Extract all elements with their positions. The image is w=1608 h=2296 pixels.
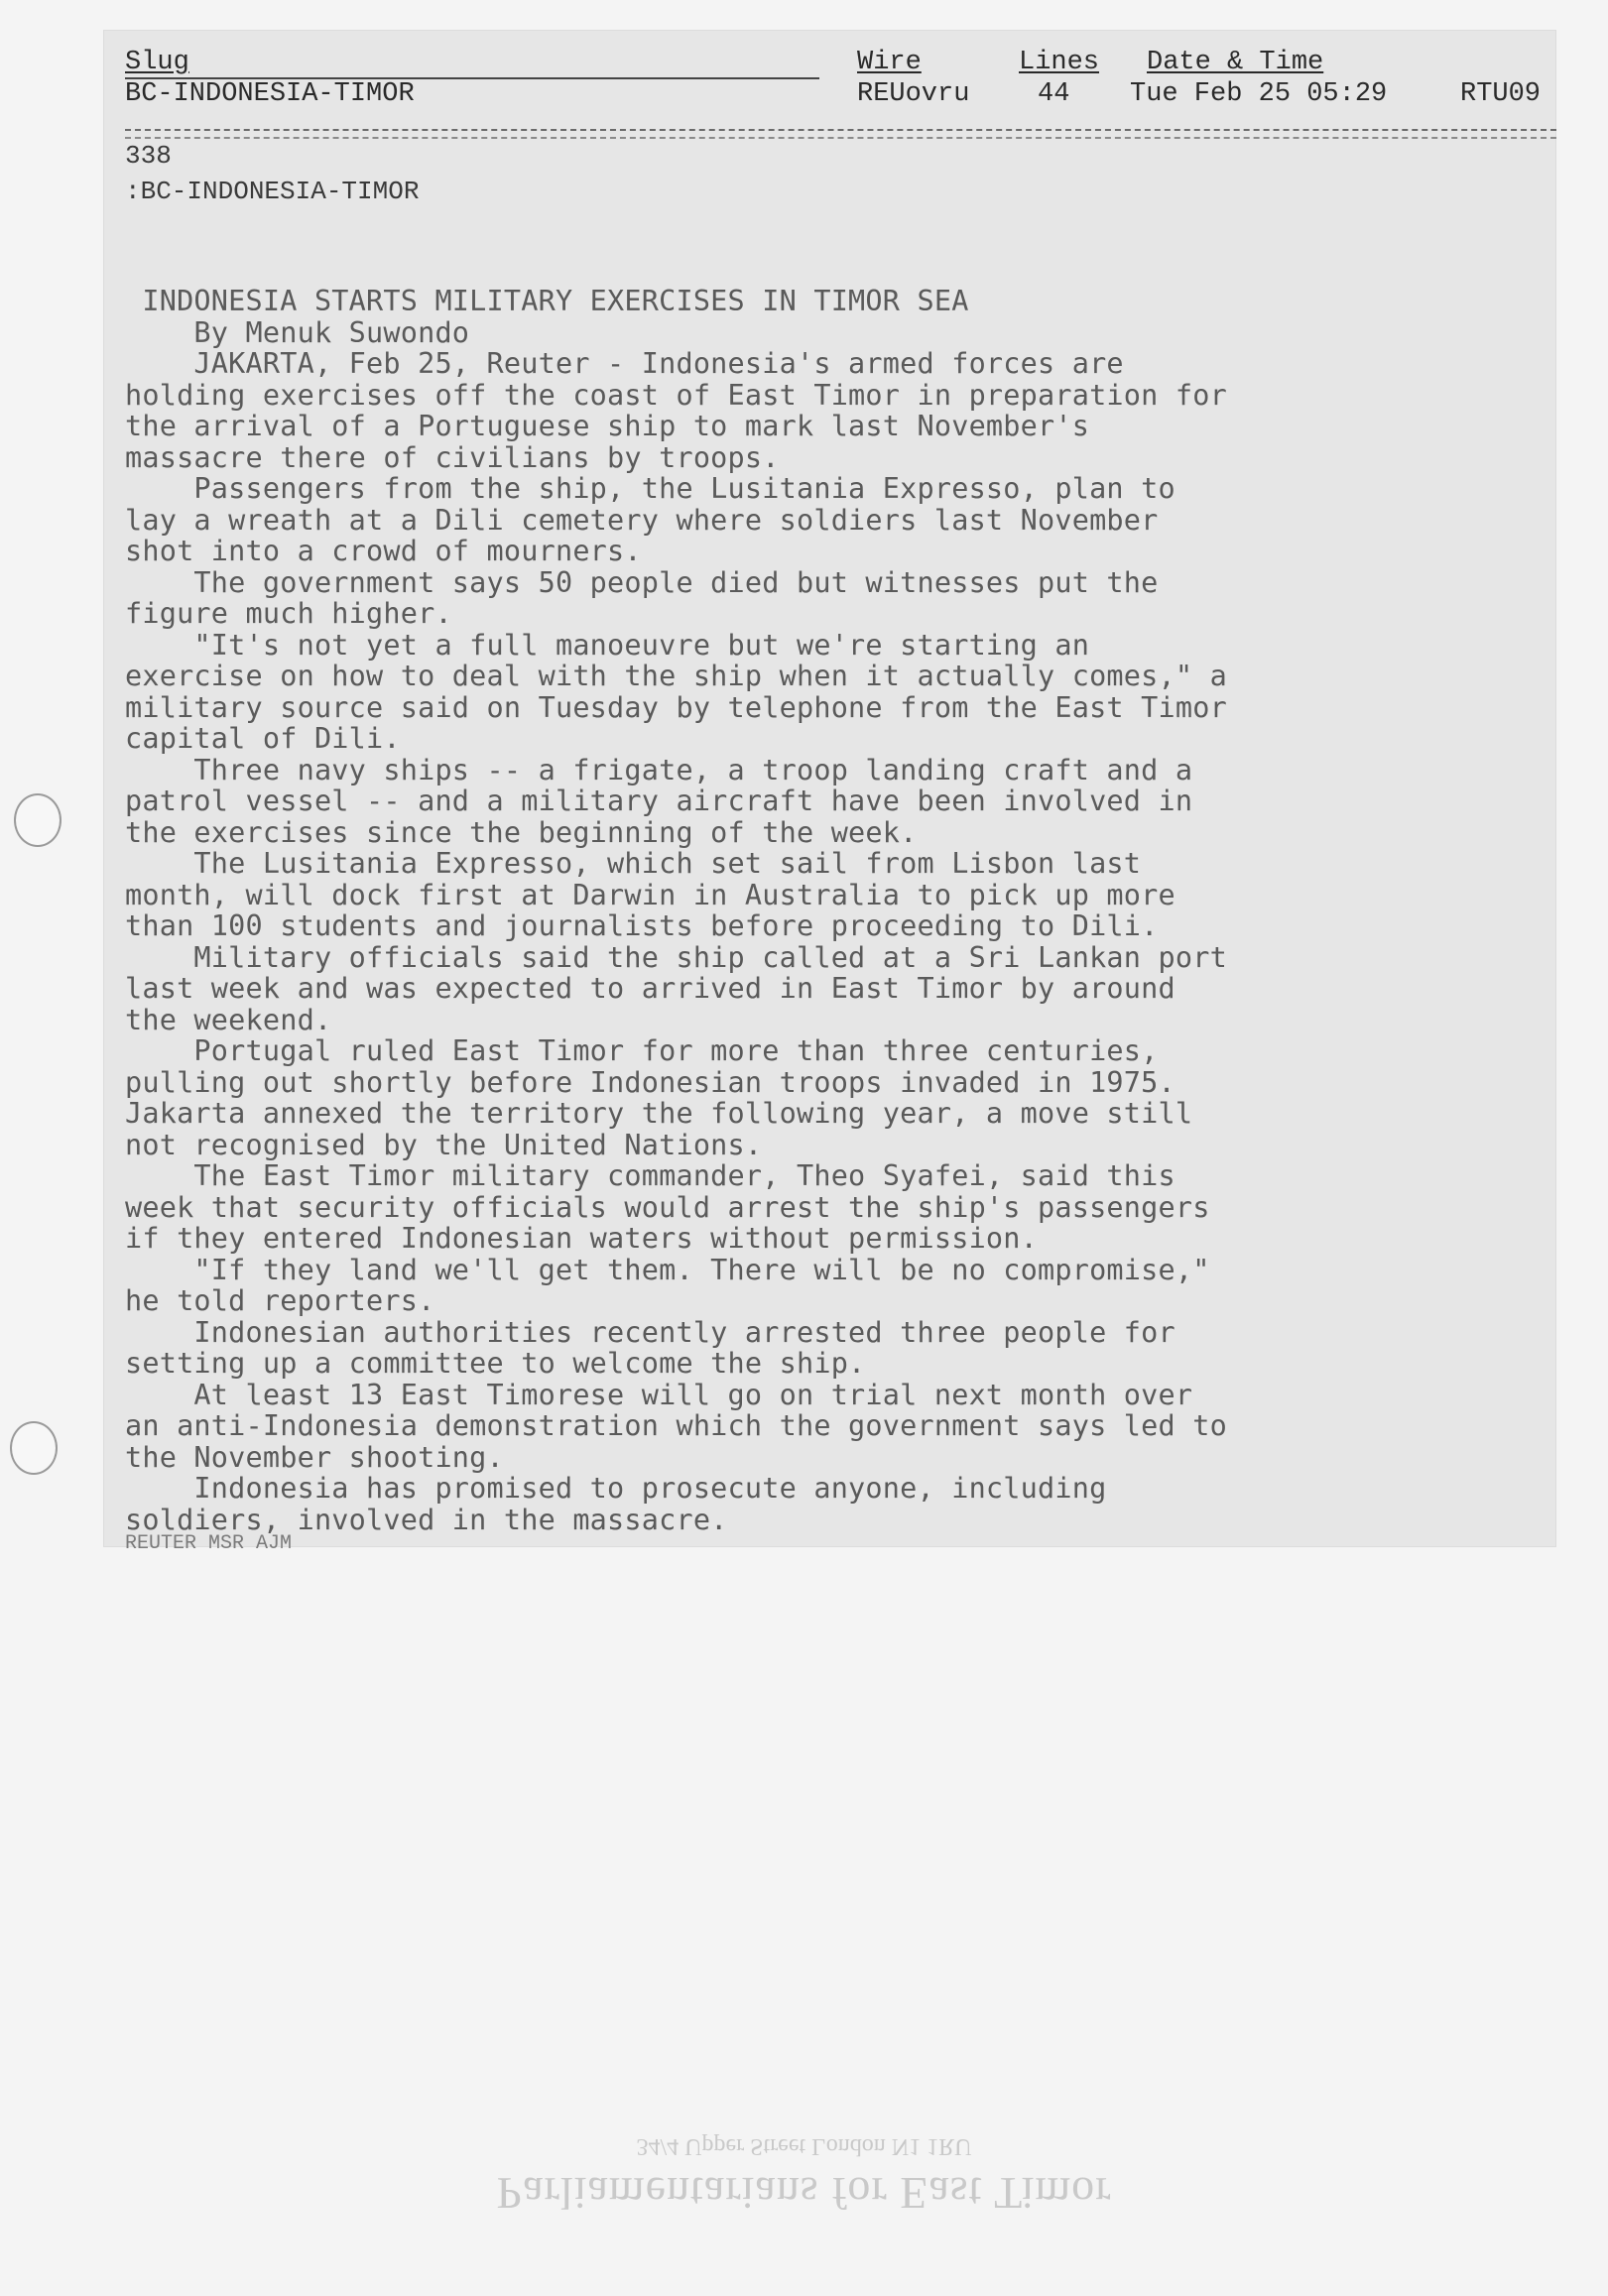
slug-label: Slug [125, 48, 189, 77]
lines-value: 44 [1038, 79, 1070, 109]
story-line: Indonesian authorities recently arrested three people for [125, 1315, 1175, 1349]
story-line: the arrival of a Portuguese ship to mark last November's [125, 410, 1090, 442]
story-line: the November shooting. [125, 1440, 504, 1474]
watermark-organisation: Parliamentarians for East Timor [496, 2168, 1112, 2219]
story-line: capital of Dili. [125, 722, 401, 755]
story-line: Portugal ruled East Timor for more than three centuries, [125, 1034, 1159, 1067]
story-line: week that security officials would arrest the ship's passengers [125, 1190, 1210, 1224]
story-line: By Menuk Suwondo [125, 315, 470, 349]
cut-off-signoff: REUTER MSR AJM [125, 1532, 293, 1555]
datetime-label: Date & Time [1147, 48, 1324, 77]
story-line: Three navy ships -- a frigate, a troop landing craft and a [125, 753, 1193, 786]
story-line: figure much higher. [125, 597, 452, 630]
story-line: Jakarta annexed the territory the following year, a move still [125, 1097, 1193, 1130]
code-value: RTU09 [1460, 79, 1542, 109]
story-line: the weekend. [125, 1003, 332, 1036]
wire-printout [103, 30, 1556, 1555]
story-line: Indonesia has promised to prosecute anyone, including [125, 1472, 1107, 1505]
story-line: exercise on how to deal with the ship when it actually comes," a [125, 660, 1227, 692]
story-body [125, 286, 1415, 1535]
lines-label: Lines [1019, 48, 1100, 77]
story-line: setting up a committee to welcome the ship. [125, 1347, 866, 1380]
story-line: The government says 50 people died but witnesses put the [125, 565, 1159, 599]
story-line: pulling out shortly before Indonesian troops invaded in 1975. [125, 1065, 1175, 1099]
story-line: The Lusitania Expresso, which set sail from Lisbon last [125, 847, 1142, 880]
story-line: if they entered Indonesian waters without permission. [125, 1222, 1038, 1255]
story-line: holding exercises off the coast of East Timor in preparation for [125, 378, 1227, 412]
story-line: patrol vessel -- and a military aircraft have been involved in [125, 785, 1193, 817]
story-line: the exercises since the beginning of the week. [125, 815, 918, 849]
story-line: shot into a crowd of mourners. [125, 535, 642, 567]
story-line: massacre there of civilians by troops. [125, 440, 780, 474]
story-line: lay a wreath at a Dili cemetery where soldiers last November [125, 503, 1159, 537]
story-line: At least 13 East Timorese will go on trial next month over [125, 1378, 1193, 1411]
datetime-value: Tue Feb 25 05:29 [1130, 79, 1388, 109]
story-line: than 100 students and journalists before proceeding to Dili. [125, 909, 1159, 942]
story-line: The East Timor military commander, Theo Syafei, said this [125, 1159, 1175, 1192]
watermark-address: 34/4 Upper Street London N1 1RU [636, 2133, 972, 2159]
story-line: military source said on Tuesday by telephone from the East Timor [125, 690, 1227, 724]
story-line: Military officials said the ship called at a Sri Lankan port [125, 940, 1227, 974]
story-line: an anti-Indonesia demonstration which the government says led to [125, 1409, 1227, 1442]
story-line: soldiers, involved in the massacre. [125, 1503, 728, 1536]
story-line: "It's not yet a full manoeuvre but we're starting an [125, 628, 1090, 662]
wire-value: REUovru [857, 79, 970, 109]
story-line: JAKARTA, Feb 25, Reuter - Indonesia's armed forces are [125, 347, 1124, 380]
punch-hole-upper [14, 793, 62, 847]
punch-hole-lower [10, 1421, 58, 1475]
story-line: month, will dock first at Darwin in Australia to pick up more [125, 878, 1175, 911]
story-line: "If they land we'll get them. There will be no compromise," [125, 1253, 1210, 1286]
story-number: 338 [125, 141, 172, 171]
story-line: not recognised by the United Nations. [125, 1128, 763, 1161]
story-line: Passengers from the ship, the Lusitania Expresso, plan to [125, 472, 1175, 505]
story-slug-line: :BC-INDONESIA-TIMOR [125, 177, 420, 206]
story-line: INDONESIA STARTS MILITARY EXERCISES IN TIMOR SEA [125, 285, 969, 317]
story-line: last week and was expected to arrived in East Timor by around [125, 972, 1175, 1005]
wire-label: Wire [857, 48, 922, 77]
slug-value: BC-INDONESIA-TIMOR [125, 79, 415, 109]
slug-underline [125, 48, 819, 79]
header-rule [125, 129, 1556, 139]
story-line: he told reporters. [125, 1284, 435, 1317]
